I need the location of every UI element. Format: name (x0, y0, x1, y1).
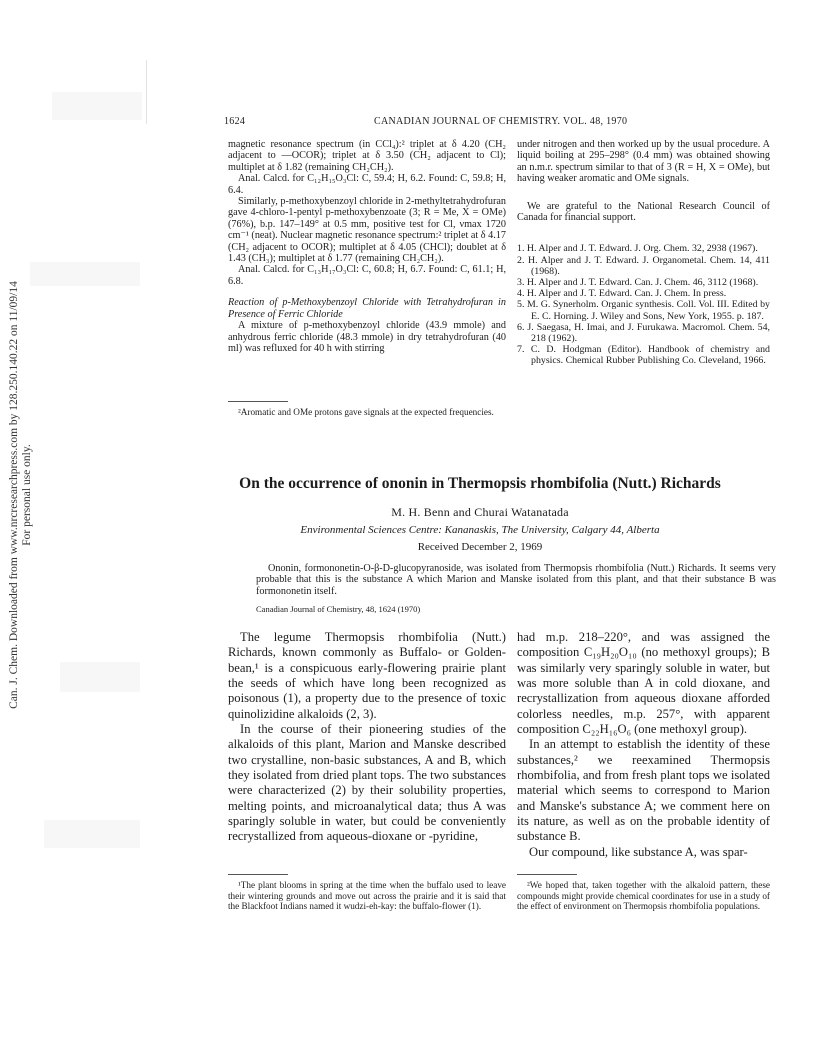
watermark-line-2: For personal use only. (21, 444, 33, 546)
prev-paragraph: Similarly, p-methoxybenzoyl chloride in 2-methyltetrahydrofuran gave 4-chloro-1-pentyl p-methoxybenzoate (3; R = Me, X = OMe) (76%), b.p. 147–149° at 0.5 mm, positive test for Cl, νmax 1720 cm⁻¹ (neat). Nuclear magnetic resonance spectrum:² triplet at δ 4.17 (CH₂ adjacent to OCOR); multiplet at δ 4.05 (CHCl); doublet at δ 1.43 (CH₃); multiplet at δ 1.77 (remaining CH₂CH₂). (228, 196, 506, 265)
footnote-text: ¹The plant blooms in spring at the time when the buffalo used to leave their wintering grounds and move out across the prairie and it is said that the Blackfoot Indians named it wudzi-eh-kay: the buffalo-flower (1). (228, 880, 506, 912)
body-left-column (228, 630, 506, 845)
footnote-rule (517, 874, 577, 875)
reference-item: 1. H. Alper and J. T. Edward. J. Org. Chem. 32, 2938 (1967). (517, 243, 758, 255)
received-date: Received December 2, 1969 (417, 541, 543, 553)
prev-article-left-column (228, 139, 506, 354)
scan-smudge (30, 262, 140, 286)
footnote-text: ²We hoped that, taken together with the alkaloid pattern, these compounds might provide chemical coordinates for use in a study of the effect of environment on Thermopsis rhombifolia populations. (517, 880, 770, 912)
footnote-rule (228, 874, 288, 875)
prev-section-heading: Reaction of p-Methoxybenzoyl Chloride with Tetrahydrofuran in Presence of Ferric Chloride (228, 297, 506, 320)
body-paragraph: The legume Thermopsis rhombifolia (Nutt.) Richards, known commonly as Buffalo- or Golden-bean,¹ is a conspicuous early-flowering prairie plant the seeds of which have long been recognized as poisonous (1), a property due to the presence of toxic quinolizidine alkaloids (2, 3). (228, 630, 506, 721)
body-paragraph: In the course of their pioneering studies of the alkaloids of this plant, Marion and Manske described two crystalline, non-basic substances, A and B, which they isolated from dried plant tops. The two substances were characterized (2) by their solubility properties, melting points, and microanalytical data; thus A was sparingly soluble in water, but could be conveniently recrystallized from aqueous-dioxane or -pyridine, (228, 722, 506, 844)
scan-artifact-line (146, 60, 147, 124)
reference-item: 2. H. Alper and J. T. Edward. J. Organometal. Chem. 14, 411 (1968). (517, 254, 770, 277)
scan-smudge (60, 662, 140, 692)
prev-paragraph: magnetic resonance spectrum (in CCl₄):² triplet at δ 4.20 (CH₂ adjacent to —OCOR); triplet at δ 3.50 (CH₂ adjacent to Cl); multiplet at δ 1.82 (remaining CH₂CH₂). (228, 139, 506, 173)
reference-item: 4. H. Alper and J. T. Edward. Can. J. Chem. In press. (517, 288, 727, 300)
prev-footnote (228, 407, 506, 418)
article-affiliation: Environmental Sciences Centre: Kananaskis, The University, Calgary 44, Alberta (300, 524, 660, 536)
prev-footnote-text: ²Aromatic and OMe protons gave signals at the expected frequencies. (238, 407, 494, 417)
acknowledgement: We are grateful to the National Research Council of Canada for financial support. (517, 200, 770, 224)
body-paragraph: In an attempt to establish the identity of these substances,² we reexamined Thermopsis rhombifolia, and from fresh plant tops we isolated material which seems to correspond to Marion and Manske's substance A; we comment here on its nature, as well as on the probable identity of substance B. (517, 737, 770, 844)
body-paragraph: had m.p. 218–220°, and was assigned the composition C₁₉H₂₀O₁₀ (no methoxyl groups); B was similarly very sparingly soluble in water, but was more soluble than A in cold dioxane, and recrystallization from aqueous dioxane afforded colorless needles, m.p. 257°, with apparent composition C₂₂H₁₆O₆ (one methoxyl group). (517, 630, 770, 737)
prev-article-right-column (517, 139, 770, 367)
journal-citation: Canadian Journal of Chemistry, 48, 1624 (1970) (256, 604, 421, 614)
reference-list (517, 243, 770, 366)
footnote-rule (228, 401, 288, 402)
reference-item: 5. M. G. Synerholm. Organic synthesis. Coll. Vol. III. Edited by E. C. Horning. J. Wiley and Sons, New York, 1955. p. 187. (517, 299, 770, 322)
scan-smudge (52, 92, 142, 120)
reference-item: 6. J. Saegasa, H. Imai, and J. Furukawa. Macromol. Chem. 54, 218 (1962). (517, 321, 770, 345)
article-abstract: Ononin, formononetin-O-β-D-glucopyranoside, was isolated from Thermopsis rhombifolia (Nutt.) Richards. It seems very probable that this is the substance A which Marion and Manske isolated from this plant, and that their substance B was formononetin itself. (256, 563, 776, 597)
reference-item: 7. C. D. Hodgman (Editor). Handbook of chemistry and physics. Chemical Rubber Publishing Co. Cleveland, 1966. (517, 344, 770, 367)
scan-smudge (44, 820, 140, 848)
download-watermark (8, 240, 38, 750)
watermark-line-1: Can. J. Chem. Downloaded from www.nrcresearchpress.com by 128.250.140.22 on 11/09/14 (8, 281, 20, 709)
prev-paragraph: under nitrogen and then worked up by the usual procedure. A liquid boiling at 295–298° (0.4 mm) was obtained showing an n.m.r. spectrum similar to that of 3 (R = H, X = OMe), but having weaker aromatic and OMe signals. (517, 139, 770, 185)
body-footnote-left (228, 880, 506, 912)
prev-paragraph: Anal. Calcd. for C₁₂H₁₅O₃Cl: C, 59.4; H, 6.2. Found: C, 59.8; H, 6.4. (228, 173, 506, 196)
article-title: On the occurrence of ononin in Thermopsis rhombifolia (Nutt.) Richards (239, 475, 721, 492)
running-title: CANADIAN JOURNAL OF CHEMISTRY. VOL. 48, 1970 (374, 116, 628, 127)
reference-item: 3. H. Alper and J. T. Edward. Can. J. Chem. 46, 3112 (1968). (517, 277, 759, 289)
prev-paragraph: Anal. Calcd. for C₁₃H₁₇O₃Cl: C, 60.8; H, 6.7. Found: C, 61.1; H, 6.8. (228, 264, 506, 287)
body-paragraph: Our compound, like substance A, was spar- (529, 844, 748, 859)
body-right-column (517, 630, 770, 860)
page-number: 1624 (224, 116, 246, 127)
article-authors: M. H. Benn and Churai Watanatada (391, 505, 569, 519)
body-footnote-right (517, 880, 770, 912)
prev-paragraph: A mixture of p-methoxybenzoyl chloride (43.9 mmole) and anhydrous ferric chloride (48.3 mmole) in dry tetrahydrofuran (40 ml) was refluxed for 40 h with stirring (228, 320, 506, 354)
